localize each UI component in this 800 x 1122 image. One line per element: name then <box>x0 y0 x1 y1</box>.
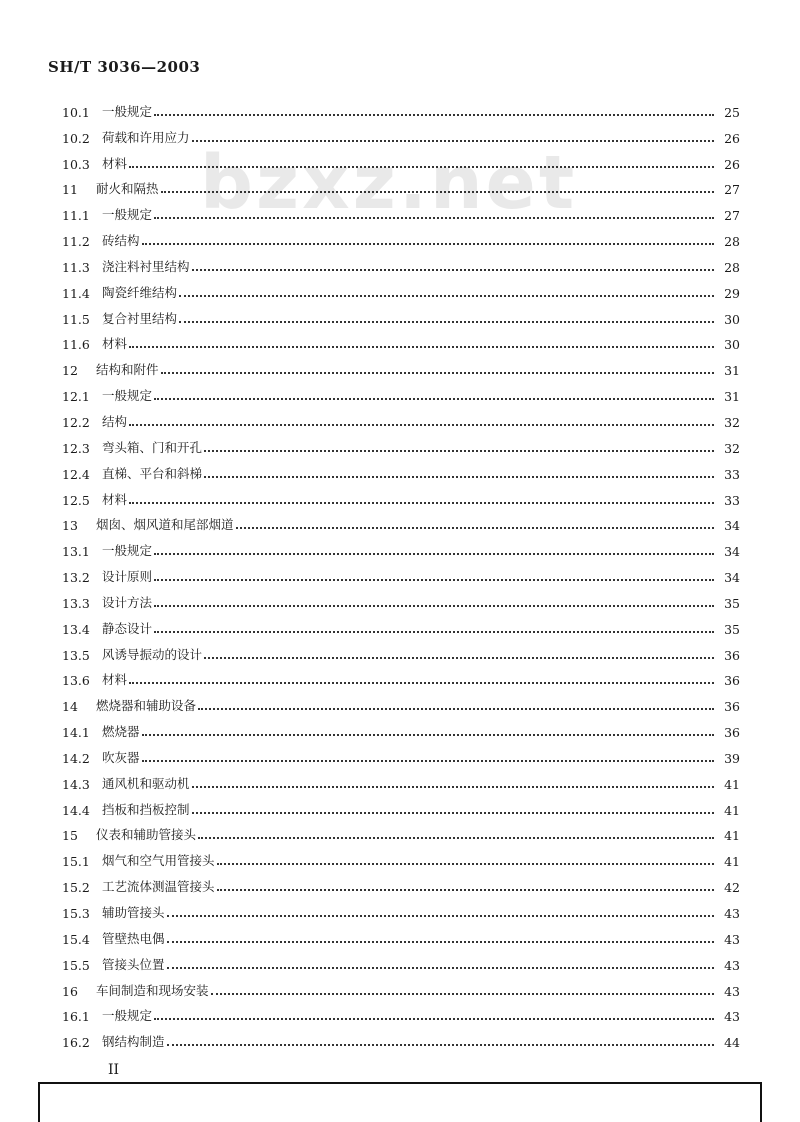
toc-leader-dots <box>129 345 714 348</box>
toc-entry-title: 管接头位置 <box>102 956 165 972</box>
toc-leader-dots <box>236 526 714 529</box>
toc-entry-title: 烟气和空气用管接头 <box>102 853 215 869</box>
toc-leader-dots <box>154 630 714 633</box>
toc-leader-dots <box>154 1017 714 1020</box>
toc-entry-title: 砖结构 <box>102 233 140 249</box>
toc-entry-page: 36 <box>724 673 740 689</box>
toc-entry-page: 43 <box>724 1009 740 1025</box>
toc-entry-page: 43 <box>724 957 740 973</box>
toc-entry-number: 12.1 <box>62 389 90 405</box>
toc-entry-title: 复合衬里结构 <box>102 310 178 326</box>
toc-entry-number: 15.4 <box>62 931 90 947</box>
toc-entry-title: 一般规定 <box>102 543 153 559</box>
toc-entry[interactable] <box>62 146 740 172</box>
toc-leader-dots <box>142 759 714 762</box>
toc-entry-number: 11 <box>62 182 78 198</box>
toc-entry[interactable] <box>62 585 740 611</box>
toc-leader-dots <box>198 836 714 839</box>
toc-entry-title: 燃烧器和辅助设备 <box>96 698 197 714</box>
toc-leader-dots <box>129 423 714 426</box>
toc-entry[interactable] <box>62 223 740 249</box>
toc-entry-number: 14.4 <box>62 802 90 818</box>
toc-entry-page: 36 <box>724 699 740 715</box>
toc-entry-title: 耐火和隔热 <box>96 181 159 197</box>
toc-entry-number: 11.6 <box>62 337 90 353</box>
toc-entry-number: 14.1 <box>62 725 90 741</box>
toc-entry-page: 33 <box>724 492 740 508</box>
toc-entry-number: 11.5 <box>62 311 90 327</box>
toc-entry-page: 34 <box>724 570 740 586</box>
toc-entry-title: 弯头箱、门和开孔 <box>102 439 203 455</box>
toc-entry-number: 13.3 <box>62 595 90 611</box>
toc-leader-dots <box>142 733 714 736</box>
toc-leader-dots <box>192 811 714 814</box>
toc-entry[interactable] <box>62 249 740 275</box>
toc-entry[interactable] <box>62 740 740 766</box>
toc-entry-title: 工艺流体测温管接头 <box>102 879 215 895</box>
toc-entry[interactable] <box>62 973 740 999</box>
toc-entry-title: 材料 <box>102 672 128 688</box>
toc-entry-number: 11.3 <box>62 259 90 275</box>
toc-entry-number: 12 <box>62 363 78 379</box>
toc-entry[interactable] <box>62 197 740 223</box>
toc-entry-number: 13 <box>62 518 78 534</box>
toc-leader-dots <box>129 165 714 168</box>
toc-entry-page: 35 <box>724 595 740 611</box>
toc-entry-page: 44 <box>724 1035 740 1051</box>
toc-entry-page: 43 <box>724 983 740 999</box>
toc-entry-number: 12.3 <box>62 440 90 456</box>
toc-leader-dots <box>154 113 714 116</box>
toc-entry[interactable] <box>62 637 740 663</box>
toc-leader-dots <box>161 371 714 374</box>
toc-entry-number: 13.5 <box>62 647 90 663</box>
toc-leader-dots <box>154 552 714 555</box>
toc-entry-number: 15.5 <box>62 957 90 973</box>
toc-entry-number: 14 <box>62 699 78 715</box>
toc-entry-page: 25 <box>724 104 740 120</box>
toc-entry-title: 荷载和许用应力 <box>102 129 190 145</box>
toc-entry-title: 一般规定 <box>102 388 153 404</box>
toc-entry-number: 13.1 <box>62 544 90 560</box>
toc-entry-number: 11.1 <box>62 208 90 224</box>
toc-leader-dots <box>167 966 714 969</box>
toc-entry-title: 钢结构制造 <box>102 1034 165 1050</box>
toc-leader-dots <box>179 320 714 323</box>
toc-leader-dots <box>192 785 714 788</box>
toc-entry-title: 材料 <box>102 491 128 507</box>
toc-entry-page: 30 <box>724 337 740 353</box>
toc-leader-dots <box>167 1043 714 1046</box>
toc-entry[interactable] <box>62 792 740 818</box>
toc-entry-number: 10.1 <box>62 104 90 120</box>
toc-entry[interactable] <box>62 999 740 1025</box>
toc-leader-dots <box>217 862 714 865</box>
toc-entry-page: 31 <box>724 363 740 379</box>
toc-entry-title: 一般规定 <box>102 1008 153 1024</box>
toc-entry-title: 一般规定 <box>102 103 153 119</box>
toc-entry[interactable] <box>62 482 740 508</box>
toc-entry[interactable] <box>62 352 740 378</box>
toc-entry[interactable] <box>62 611 740 637</box>
toc-entry-number: 11.2 <box>62 234 90 250</box>
toc-leader-dots <box>154 397 714 400</box>
toc-entry[interactable] <box>62 172 740 198</box>
toc-entry-page: 28 <box>724 259 740 275</box>
toc-entry-title: 材料 <box>102 155 128 171</box>
toc-entry-title: 陶瓷纤维结构 <box>102 284 178 300</box>
toc-entry-page: 39 <box>724 750 740 766</box>
toc-entry-page: 34 <box>724 544 740 560</box>
toc-entry-title: 车间制造和现场安装 <box>96 982 209 998</box>
toc-entry[interactable] <box>62 714 740 740</box>
toc-entry-title: 仪表和辅助管接头 <box>96 827 197 843</box>
toc-entry[interactable] <box>62 456 740 482</box>
toc-leader-dots <box>154 216 714 219</box>
toc-entry-number: 14.3 <box>62 776 90 792</box>
toc-entry[interactable] <box>62 508 740 534</box>
toc-entry-title: 辅助管接头 <box>102 905 165 920</box>
toc-entry-number: 13.2 <box>62 570 90 586</box>
toc-entry-title: 结构 <box>102 413 128 429</box>
toc-leader-dots <box>217 888 714 891</box>
document-code-header: SH/T 3036—2003 <box>48 58 201 76</box>
toc-entry[interactable] <box>62 688 740 714</box>
toc-entry-page: 27 <box>724 208 740 224</box>
toc-entry[interactable] <box>62 921 740 947</box>
toc-leader-dots <box>204 475 714 478</box>
toc-entry[interactable] <box>62 327 740 353</box>
toc-entry[interactable] <box>62 869 740 895</box>
toc-entry-title: 吹灰器 <box>102 749 140 765</box>
toc-entry-number: 11.4 <box>62 285 90 301</box>
toc-entry-title: 结构和附件 <box>96 362 159 378</box>
toc-entry-number: 12.4 <box>62 466 90 482</box>
toc-leader-dots <box>179 294 714 297</box>
toc-leader-dots <box>167 914 714 917</box>
page-number-roman: II <box>108 1062 120 1078</box>
toc-entry-title: 设计原则 <box>102 569 153 585</box>
toc-entry-number: 10.2 <box>62 130 90 146</box>
toc-entry-page: 27 <box>724 182 740 198</box>
toc-entry[interactable] <box>62 843 740 869</box>
toc-entry-title: 直梯、平台和斜梯 <box>102 465 203 481</box>
toc-leader-dots <box>198 707 714 710</box>
toc-entry[interactable] <box>62 818 740 844</box>
toc-leader-dots <box>129 501 714 504</box>
toc-entry-page: 32 <box>724 440 740 456</box>
toc-entry[interactable] <box>62 275 740 301</box>
toc-entry-title: 挡板和挡板控制 <box>102 801 190 817</box>
toc-entry-page: 30 <box>724 311 740 327</box>
bottom-border-frame <box>38 1082 762 1122</box>
toc-leader-dots <box>154 604 714 607</box>
toc-entry[interactable] <box>62 1024 740 1050</box>
toc-entry-number: 10.3 <box>62 156 90 172</box>
toc-leader-dots <box>204 656 714 659</box>
table-of-contents <box>62 94 740 1050</box>
toc-entry-page: 36 <box>724 647 740 663</box>
toc-entry-page: 31 <box>724 389 740 405</box>
toc-entry-title: 材料 <box>102 336 128 352</box>
toc-entry-number: 12.5 <box>62 492 90 508</box>
toc-entry-number: 16.1 <box>62 1009 90 1025</box>
toc-entry-number: 16.2 <box>62 1035 90 1051</box>
toc-entry[interactable] <box>62 301 740 327</box>
toc-entry-number: 12.2 <box>62 414 90 430</box>
toc-leader-dots <box>192 139 714 142</box>
toc-entry-number: 15 <box>62 828 78 844</box>
toc-entry-title: 烟囱、烟风道和尾部烟道 <box>96 517 234 533</box>
toc-entry-number: 15.2 <box>62 880 90 896</box>
toc-entry-page: 41 <box>724 828 740 844</box>
toc-entry[interactable] <box>62 533 740 559</box>
toc-entry-page: 34 <box>724 518 740 534</box>
toc-entry-page: 36 <box>724 725 740 741</box>
toc-entry[interactable] <box>62 430 740 456</box>
toc-entry-page: 26 <box>724 130 740 146</box>
toc-entry[interactable] <box>62 120 740 146</box>
toc-leader-dots <box>211 992 714 995</box>
toc-entry-title: 通风机和驱动机 <box>102 775 190 791</box>
toc-entry[interactable] <box>62 94 740 120</box>
toc-entry-page: 43 <box>724 931 740 947</box>
toc-entry-page: 41 <box>724 854 740 870</box>
toc-entry-page: 33 <box>724 466 740 482</box>
toc-entry-page: 41 <box>724 802 740 818</box>
toc-entry-page: 43 <box>724 906 740 921</box>
toc-entry[interactable] <box>62 895 740 921</box>
toc-leader-dots <box>204 449 714 452</box>
toc-entry[interactable] <box>62 404 740 430</box>
toc-entry-page: 32 <box>724 414 740 430</box>
toc-entry-page: 35 <box>724 621 740 637</box>
toc-entry-page: 26 <box>724 156 740 172</box>
toc-entry-number: 13.6 <box>62 673 90 689</box>
toc-entry-number: 14.2 <box>62 750 90 766</box>
watermark-text: bzxz.net <box>200 140 578 226</box>
toc-leader-dots <box>129 681 714 684</box>
toc-entry[interactable] <box>62 378 740 404</box>
toc-entry-page: 29 <box>724 285 740 301</box>
toc-entry[interactable] <box>62 663 740 689</box>
toc-entry-page: 28 <box>724 234 740 250</box>
toc-entry-title: 静态设计 <box>102 620 153 636</box>
toc-entry-title: 一般规定 <box>102 207 153 223</box>
toc-entry-title: 设计方法 <box>102 594 153 610</box>
toc-entry-title: 燃烧器 <box>102 724 140 740</box>
toc-entry-number: 15.1 <box>62 854 90 870</box>
toc-entry[interactable] <box>62 947 740 973</box>
toc-leader-dots <box>154 578 714 581</box>
toc-entry-page: 41 <box>724 776 740 792</box>
toc-entry-title: 管壁热电偶 <box>102 930 165 946</box>
toc-leader-dots <box>167 940 714 943</box>
toc-entry[interactable] <box>62 559 740 585</box>
toc-entry-page: 42 <box>724 880 740 896</box>
toc-entry-number: 13.4 <box>62 621 90 637</box>
toc-leader-dots <box>192 268 714 271</box>
toc-entry-title: 浇注料衬里结构 <box>102 258 190 274</box>
toc-entry-number: 15.3 <box>62 906 90 921</box>
toc-leader-dots <box>142 242 714 245</box>
toc-entry-number: 16 <box>62 983 78 999</box>
toc-entry-title: 风诱导振动的设计 <box>102 646 203 662</box>
toc-leader-dots <box>161 190 714 193</box>
toc-entry[interactable] <box>62 766 740 792</box>
